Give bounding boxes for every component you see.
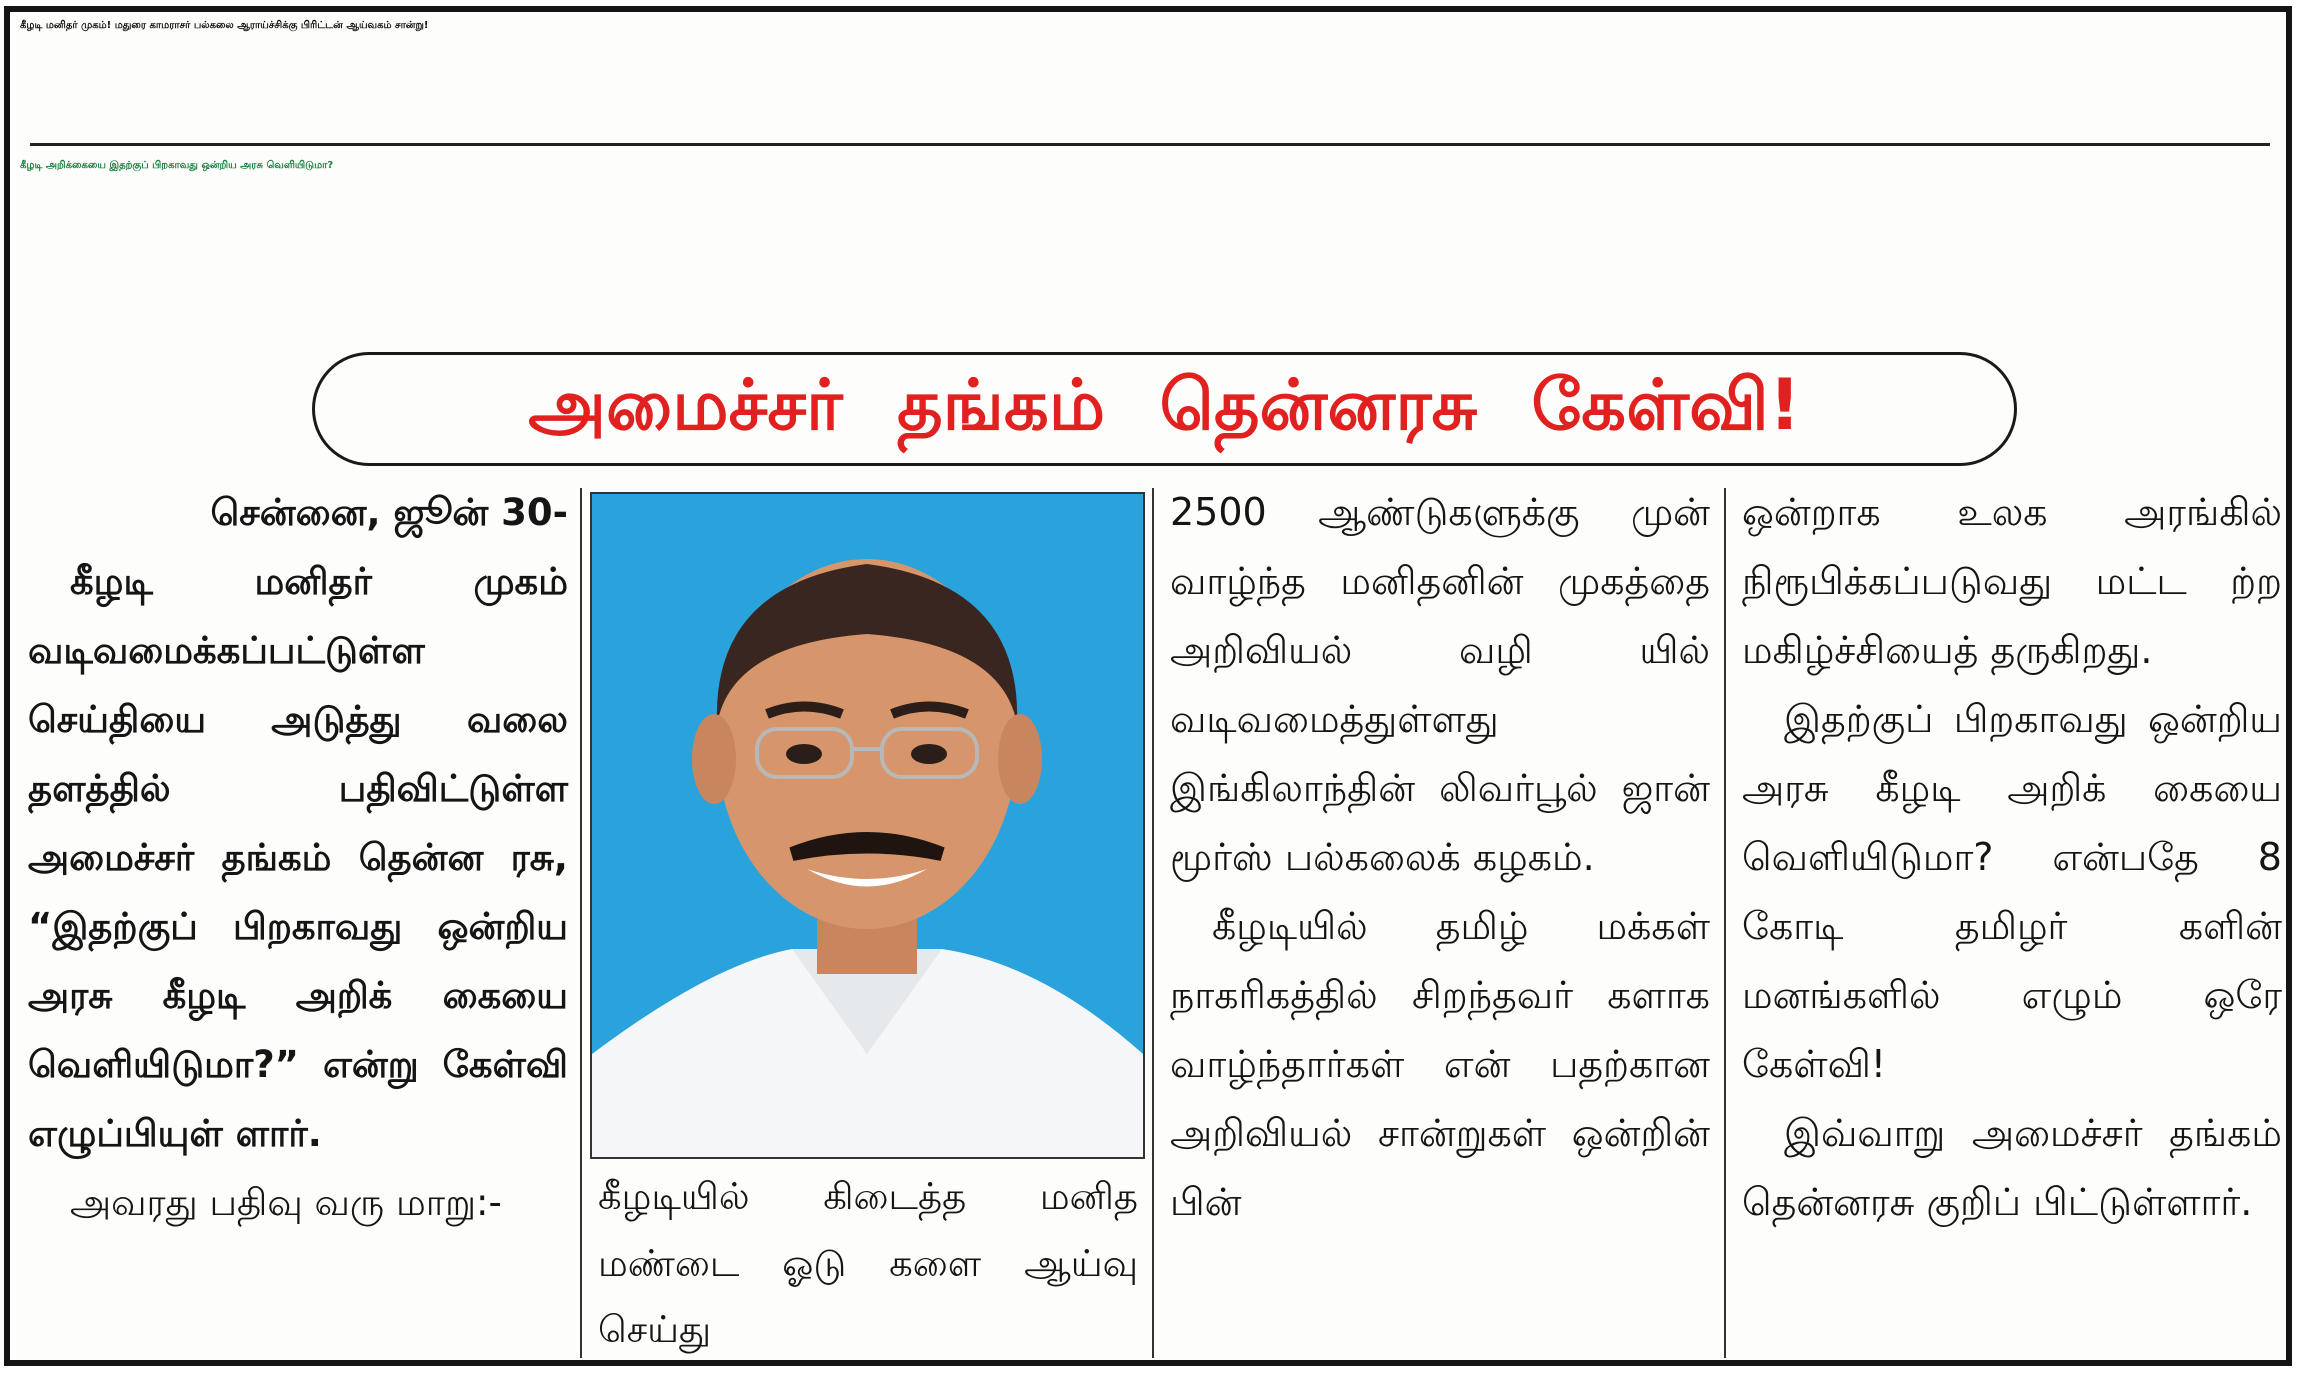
dateline: சென்னை, ஜூன் 30-	[210, 491, 568, 534]
article-paragraph: இவ்வாறு அமைச்சர் தங்கம் தென்னரசு குறிப் பிட்டுள்ளார்.	[1742, 1111, 2282, 1224]
portrait-image	[592, 494, 1143, 1157]
column-divider	[1724, 488, 1726, 1358]
newspaper-clipping	[4, 6, 2292, 1366]
article-column-4	[1742, 478, 2282, 1358]
kicker-divider	[30, 143, 2270, 146]
article-column-3	[1170, 478, 1710, 1358]
article-paragraph: கீழடியில் தமிழ் மக்கள் நாகரிகத்தில் சிறந்தவர் களாக வாழ்ந்தார்கள் என் பதற்கான அறிவியல் சான்றுகள் ஒன்றின் பின்	[1170, 904, 1710, 1224]
article-paragraph: அவரது பதிவு வரு மாறு:-	[70, 1181, 502, 1224]
article-paragraph: இதற்குப் பிறகாவது ஒன்றிய அரசு கீழடி அறிக் கையை வெளியிடுமா? என்பதே 8 கோடி தமிழர் களின் மனங்களில் எழும் ஒரே கேள்வி!	[1742, 697, 2282, 1086]
column-divider	[580, 488, 582, 1358]
article-paragraph: கீழடி மனிதர் முகம் வடிவமைக்கப்பட்டுள்ள செய்தியை அடுத்து வலை தளத்தில் பதிவிட்டுள்ள அமைச்சர் தங்கம் தென்ன ரசு, “இதற்குப் பிறகாவது ஒன்றிய அரசு கீழடி அறிக் கையை வெளியிடுமா?” என்று கேள்வி எழுப்பியுள் ளார்.	[28, 560, 568, 1155]
minister-photo	[590, 492, 1145, 1159]
photo-caption: கீழடியில் கிடைத்த மனித மண்டை ஓடு களை ஆய்வு செய்து	[598, 1175, 1138, 1351]
sub-headline-box	[312, 352, 2017, 466]
main-headline: கீழடி அறிக்கையை இதற்குப் பிறகாவது ஒன்றிய அரசு வெளியிடுமா?	[20, 160, 334, 171]
sub-headline: அமைச்சர் தங்கம் தென்னரசு கேள்வி!	[528, 363, 1801, 446]
article-column-1	[28, 478, 568, 1358]
kicker-headline: கீழடி மனிதர் முகம்! மதுரை காமராசர் பல்கலை ஆராய்ச்சிக்கு பிரிட்டன் ஆய்வகம் சான்று!	[20, 20, 429, 31]
article-paragraph: 2500 ஆண்டுகளுக்கு முன் வாழ்ந்த மனிதனின் முகத்தை அறிவியல் வழி யில் வடிவமைத்துள்ளது இங்கிலாந்தின் லிவர்பூல் ஜான் மூர்ஸ் பல்கலைக் கழகம்.	[1170, 490, 1710, 879]
column-divider	[1152, 488, 1154, 1358]
article-paragraph: ஒன்றாக உலக அரங்கில் நிரூபிக்கப்படுவது மட்ட ற்ற மகிழ்ச்சியைத் தருகிறது.	[1742, 490, 2282, 672]
